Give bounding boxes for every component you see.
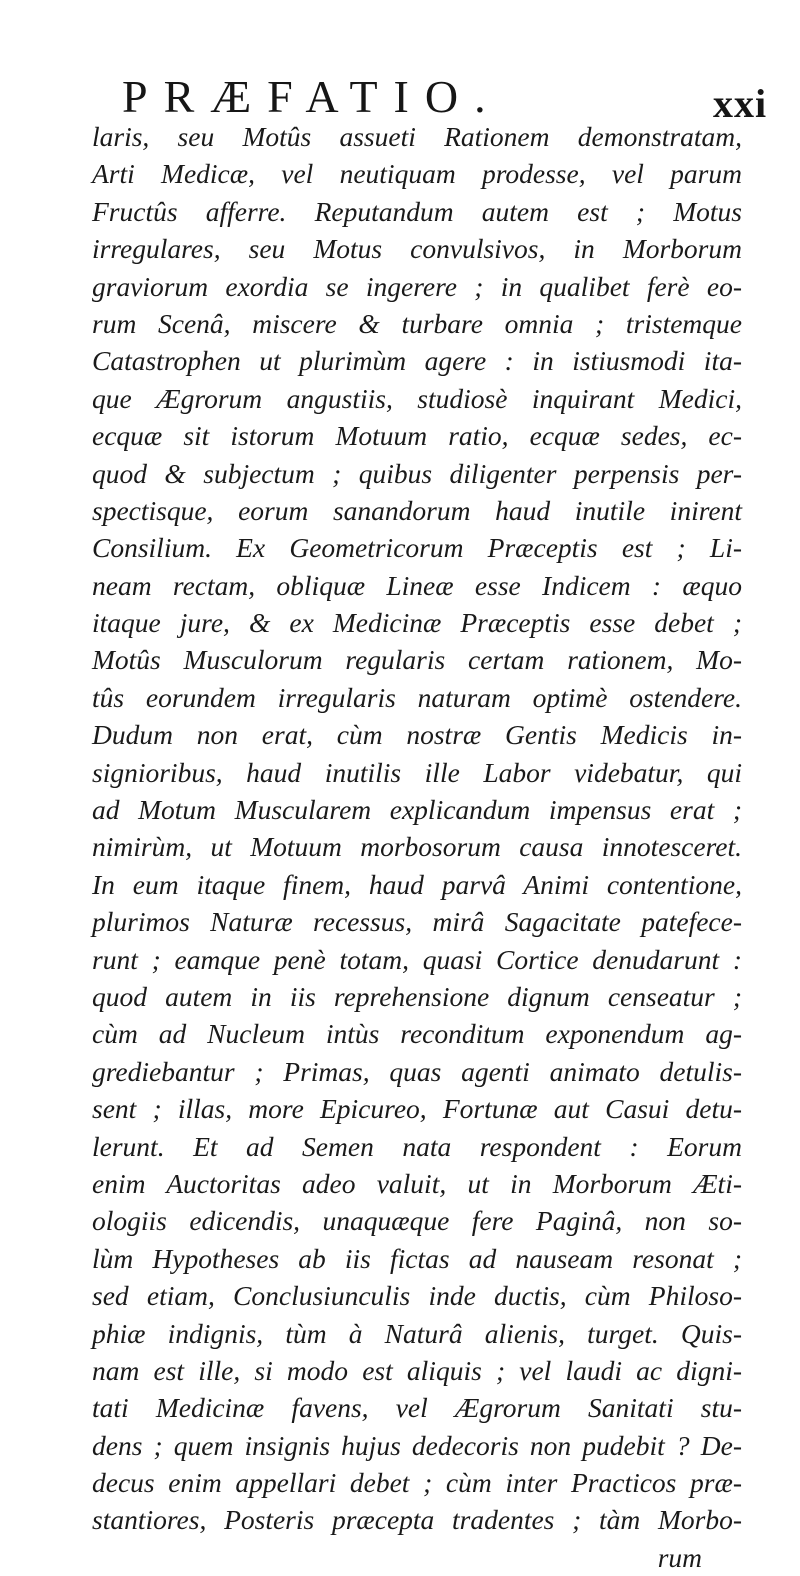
text-line: sed etiam, Conclusiunculis inde ductis, cùm Philoso- bbox=[92, 1280, 742, 1312]
text-line: Catastrophen ut plurimùm agere : in istiusmodi ita- bbox=[92, 345, 742, 377]
body-text bbox=[92, 118, 742, 1576]
text-line: irregulares, seu Motus convulsivos, in Morborum bbox=[92, 233, 742, 265]
text-line: phiæ indignis, tùm à Naturâ alienis, turget. Quis- bbox=[92, 1317, 742, 1349]
text-line: lerunt. Et ad Semen nata respondent : Eorum bbox=[92, 1130, 742, 1162]
text-line: tûs eorundem irregularis naturam optimè ostendere. bbox=[92, 681, 742, 713]
text-line: enim Auctoritas adeo valuit, ut in Morborum Æti- bbox=[92, 1167, 742, 1199]
text-line: decus enim appellari debet ; cùm inter Practicos præ- bbox=[92, 1467, 742, 1499]
text-line: Arti Medicæ, vel neutiquam prodesse, vel parum bbox=[92, 158, 742, 190]
text-line: rum Scenâ, miscere & turbare omnia ; tristemque bbox=[92, 307, 742, 339]
text-line: ologiis edicendis, unaquæque fere Paginâ, non so- bbox=[92, 1205, 742, 1237]
text-line: grediebantur ; Primas, quas agenti animato detulis- bbox=[92, 1055, 742, 1087]
text-line: graviorum exordia se ingerere ; in qualibet ferè eo- bbox=[92, 270, 742, 302]
text-line: nimirùm, ut Motuum morbosorum causa innotesceret. bbox=[92, 831, 742, 863]
text-line: quod autem in iis reprehensione dignum censeatur ; bbox=[92, 980, 742, 1012]
text-line: Consilium. Ex Geometricorum Præceptis est ; Li- bbox=[92, 532, 742, 564]
text-line: tati Medicinæ favens, vel Ægrorum Sanitati stu- bbox=[92, 1392, 742, 1424]
text-line: neam rectam, obliquæ Lineæ esse Indicem : æquo bbox=[92, 569, 742, 601]
running-head bbox=[0, 52, 800, 126]
running-head-title: PRÆFATIO. bbox=[122, 71, 502, 122]
text-line: dens ; quem insignis hujus dedecoris non pudebit ? De- bbox=[92, 1429, 742, 1461]
text-line: sent ; illas, more Epicureo, Fortunæ aut Casui detu- bbox=[92, 1093, 742, 1125]
catchword: rum bbox=[657, 1541, 702, 1573]
text-line: laris, seu Motûs assueti Rationem demonstratam, bbox=[92, 121, 742, 152]
text-line: Motûs Musculorum regularis certam rationem, Mo- bbox=[92, 644, 742, 676]
text-line: plurimos Naturæ recessus, mirâ Sagacitate patefece- bbox=[92, 906, 742, 938]
text-line: que Ægrorum angustiis, studiosè inquirant Medici, bbox=[92, 382, 742, 414]
text-line: Fructûs afferre. Reputandum autem est ; Motus bbox=[92, 195, 742, 227]
text-line: quod & subjectum ; quibus diligenter perpensis per- bbox=[92, 457, 742, 489]
text-line: Dudum non erat, cùm nostræ Gentis Medicis in- bbox=[92, 719, 742, 751]
text-line: spectisque, eorum sanandorum haud inutile inirent bbox=[92, 494, 742, 526]
text-line: nam est ille, si modo est aliquis ; vel laudi ac digni- bbox=[92, 1354, 742, 1386]
text-line: runt ; eamque penè totam, quasi Cortice denudarunt : bbox=[92, 943, 742, 975]
page-number: xxi bbox=[713, 81, 768, 126]
text-line: In eum itaque finem, haud parvâ Animi contentione, bbox=[92, 868, 742, 900]
text-line: ad Motum Muscularem explicandum impensus erat ; bbox=[92, 794, 742, 826]
text-line: itaque jure, & ex Medicinæ Præceptis esse debet ; bbox=[92, 607, 742, 639]
text-line: ecquæ sit istorum Motuum ratio, ecquæ sedes, ec- bbox=[92, 420, 742, 452]
text-line: lùm Hypotheses ab iis fictas ad nauseam resonat ; bbox=[92, 1242, 742, 1274]
text-line: cùm ad Nucleum intùs reconditum exponendum ag- bbox=[92, 1018, 742, 1050]
text-line: signioribus, haud inutilis ille Labor videbatur, qui bbox=[92, 756, 742, 788]
text-line: stantiores, Posteris præcepta tradentes ; tàm Morbo- bbox=[92, 1504, 742, 1536]
